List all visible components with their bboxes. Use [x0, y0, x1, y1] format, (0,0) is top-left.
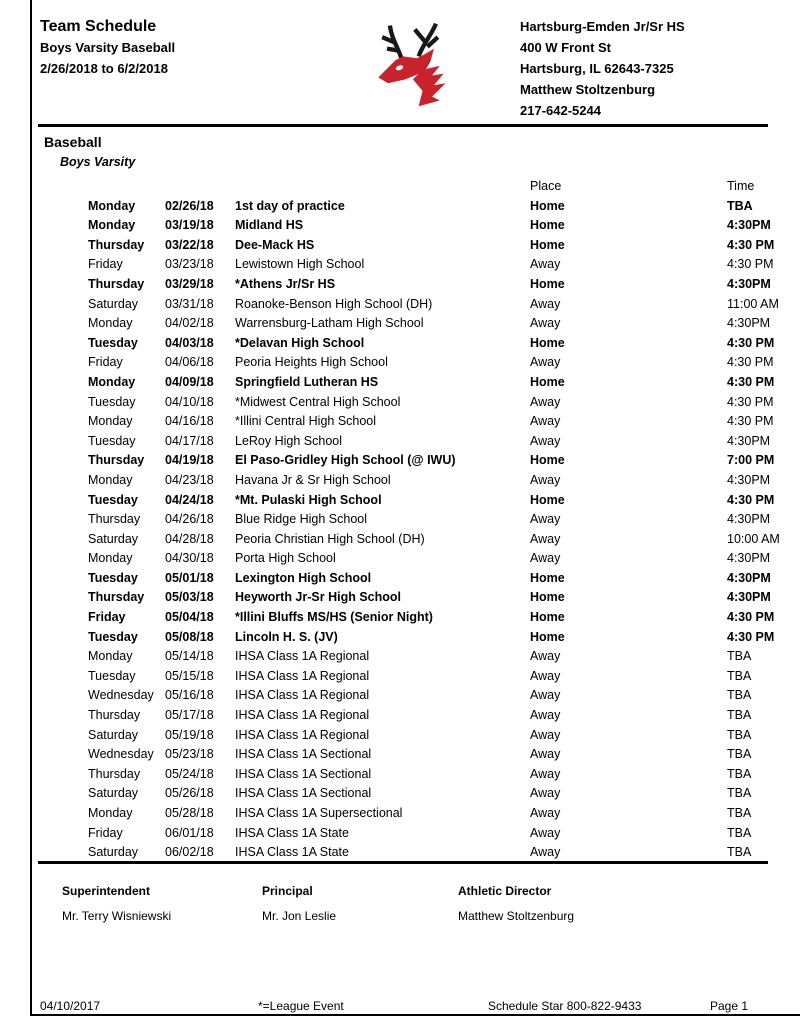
day-cell: Thursday	[88, 237, 145, 252]
day-cell: Friday	[88, 355, 123, 370]
date-cell: 05/03/18	[165, 590, 214, 605]
schedule-row	[88, 510, 772, 530]
schedule-column-header-row	[88, 177, 772, 197]
event-cell: IHSA Class 1A Supersectional	[235, 806, 403, 820]
day-cell: Friday	[88, 610, 126, 625]
schedule-row	[88, 530, 780, 550]
time-cell: TBA	[727, 198, 753, 213]
page-number: Page 1	[710, 999, 749, 1013]
schedule-row	[88, 569, 772, 589]
day-cell: Tuesday	[88, 433, 136, 448]
place-cell: Home	[530, 570, 565, 585]
event-cell: IHSA Class 1A Sectional	[235, 766, 372, 781]
day-cell: Friday	[88, 257, 123, 272]
schedule-row	[88, 236, 775, 256]
officials-section	[0, 884, 800, 944]
time-cell: 4:30PM	[727, 551, 771, 566]
day-cell: Thursday	[88, 512, 141, 527]
schedule-row	[88, 667, 772, 687]
date-cell: 04/03/18	[165, 335, 214, 350]
day-cell: Monday	[88, 218, 136, 233]
date-cell: 04/17/18	[165, 433, 214, 448]
place-cell: Away	[530, 747, 561, 762]
place-cell: Away	[530, 257, 561, 272]
time-cell: 4:30 PM	[727, 257, 774, 272]
place-cell: Away	[530, 296, 561, 311]
event-cell: *Mt. Pulaski High School	[235, 492, 382, 507]
school-phone: 217-642-5244	[520, 103, 601, 118]
schedule-row	[88, 255, 772, 275]
place-cell: Away	[530, 727, 561, 742]
event-cell: IHSA Class 1A Regional	[235, 708, 370, 723]
time-cell: TBA	[727, 845, 752, 860]
schedule-row	[88, 491, 775, 511]
schedule-row	[88, 726, 772, 746]
schedule-row	[88, 628, 775, 648]
time-cell: TBA	[727, 786, 752, 801]
time-cell: 4:30 PM	[727, 355, 774, 370]
day-cell: Tuesday	[88, 629, 138, 644]
day-cell: Saturday	[88, 727, 139, 742]
document-header	[40, 16, 768, 121]
schedule-table	[88, 177, 780, 863]
place-cell: Away	[530, 472, 561, 487]
schedule-row	[88, 608, 775, 628]
schedule-row	[88, 804, 772, 824]
event-cell: IHSA Class 1A Sectional	[235, 747, 372, 762]
place-cell: Away	[530, 708, 561, 723]
date-cell: 03/29/18	[165, 276, 214, 291]
event-cell: Lewistown High School	[235, 257, 365, 272]
day-cell: Tuesday	[88, 668, 136, 683]
schedule-row	[88, 647, 772, 667]
place-cell: Home	[530, 453, 565, 468]
time-cell: TBA	[727, 825, 752, 840]
league-event-legend: *=League Event	[258, 999, 344, 1013]
day-cell: Friday	[88, 825, 123, 840]
event-cell: LeRoy High School	[235, 433, 343, 448]
event-cell: *Delavan High School	[235, 335, 365, 350]
time-cell: 4:30 PM	[727, 237, 775, 252]
day-cell: Thursday	[88, 590, 145, 605]
date-cell: 04/16/18	[165, 414, 214, 429]
vendor-info: Schedule Star 800-822-9433	[488, 999, 642, 1013]
event-cell: Havana Jr & Sr High School	[235, 472, 391, 487]
place-cell: Away	[530, 355, 561, 370]
day-cell: Tuesday	[88, 335, 138, 350]
schedule-date-range: 2/26/2018 to 6/2/2018	[40, 61, 168, 76]
date-cell: 04/19/18	[165, 453, 214, 468]
date-cell: 02/26/18	[165, 198, 214, 213]
place-cell: Home	[530, 629, 565, 644]
official-name: Mr. Terry Wisniewski	[62, 909, 172, 923]
place-cell: Away	[530, 394, 561, 409]
schedule-row	[88, 314, 772, 334]
school-contact-name: Matthew Stoltzenburg	[520, 82, 656, 97]
event-cell: IHSA Class 1A Regional	[235, 668, 370, 683]
date-cell: 04/09/18	[165, 374, 214, 389]
official-name: Matthew Stoltzenburg	[458, 909, 575, 923]
sport-heading: Baseball	[44, 134, 102, 150]
schedule-row	[88, 745, 772, 765]
date-cell: 04/30/18	[165, 551, 214, 566]
left-page-rule	[30, 0, 32, 1016]
day-cell: Tuesday	[88, 492, 138, 507]
time-cell: 4:30 PM	[727, 610, 775, 625]
time-cell: TBA	[727, 708, 752, 723]
official-block	[262, 884, 336, 923]
place-cell: Home	[530, 276, 565, 291]
place-cell: Away	[530, 551, 561, 566]
day-cell: Saturday	[88, 531, 139, 546]
day-cell: Thursday	[88, 453, 145, 468]
event-cell: *Illini Central High School	[235, 414, 377, 429]
date-cell: 05/04/18	[165, 610, 214, 625]
date-cell: 05/08/18	[165, 629, 214, 644]
school-address-line2: Hartsburg, IL 62643-7325	[520, 61, 674, 76]
place-cell: Away	[530, 433, 561, 448]
event-cell: Roanoke-Benson High School (DH)	[235, 296, 433, 311]
event-cell: Lexington High School	[235, 570, 372, 585]
school-info-block	[520, 16, 768, 121]
place-cell: Away	[530, 688, 561, 703]
day-cell: Saturday	[88, 845, 139, 860]
date-cell: 05/24/18	[165, 766, 214, 781]
schedule-row	[88, 373, 775, 393]
schedule-row	[88, 843, 772, 863]
day-cell: Wednesday	[88, 747, 154, 762]
date-cell: 06/02/18	[165, 845, 214, 860]
event-cell: *Midwest Central High School	[235, 394, 401, 409]
date-cell: 05/14/18	[165, 649, 214, 664]
time-column-header: Time	[727, 179, 755, 193]
time-cell: TBA	[727, 649, 752, 664]
place-cell: Away	[530, 512, 561, 527]
day-cell: Monday	[88, 316, 133, 331]
event-cell: Peoria Christian High School (DH)	[235, 531, 425, 546]
time-cell: 4:30PM	[727, 512, 771, 527]
schedule-row	[88, 784, 772, 804]
date-cell: 05/28/18	[165, 806, 214, 820]
schedule-row	[88, 549, 772, 569]
day-cell: Thursday	[88, 276, 145, 291]
time-cell: 4:30 PM	[727, 492, 775, 507]
place-cell: Away	[530, 766, 561, 781]
event-cell: Dee-Mack HS	[235, 237, 315, 252]
schedule-body	[88, 197, 780, 863]
date-cell: 05/19/18	[165, 727, 214, 742]
day-cell: Monday	[88, 806, 133, 820]
event-cell: El Paso-Gridley High School (@ IWU)	[235, 453, 456, 468]
schedule-row	[88, 353, 772, 373]
date-cell: 04/26/18	[165, 512, 214, 527]
day-cell: Saturday	[88, 296, 139, 311]
date-cell: 04/06/18	[165, 355, 214, 370]
event-cell: IHSA Class 1A State	[235, 825, 349, 840]
schedule-row	[88, 706, 772, 726]
place-cell: Home	[530, 374, 565, 389]
date-cell: 03/19/18	[165, 218, 214, 233]
place-cell: Home	[530, 335, 565, 350]
date-cell: 04/10/18	[165, 394, 214, 409]
place-cell: Away	[530, 806, 561, 820]
print-date: 04/10/2017	[40, 999, 101, 1013]
place-cell: Away	[530, 786, 561, 801]
event-cell: Midland HS	[235, 218, 304, 233]
schedule-row	[88, 588, 772, 608]
time-cell: TBA	[727, 668, 752, 683]
time-cell: 4:30PM	[727, 590, 771, 605]
date-cell: 06/01/18	[165, 825, 214, 840]
day-cell: Monday	[88, 551, 133, 566]
school-name: Hartsburg-Emden Jr/Sr HS	[520, 19, 685, 34]
official-title: Superintendent	[62, 884, 151, 898]
event-cell: IHSA Class 1A Sectional	[235, 786, 372, 801]
official-title: Principal	[262, 884, 313, 898]
time-cell: 4:30PM	[727, 570, 771, 585]
event-cell: IHSA Class 1A State	[235, 845, 349, 860]
school-logo	[302, 16, 520, 121]
time-cell: 4:30 PM	[727, 335, 775, 350]
event-cell: *Illini Bluffs MS/HS (Senior Night)	[235, 610, 433, 625]
place-cell: Away	[530, 845, 561, 860]
event-cell: IHSA Class 1A Regional	[235, 649, 370, 664]
official-title: Athletic Director	[458, 884, 552, 898]
event-cell: Peoria Heights High School	[235, 355, 388, 370]
day-cell: Tuesday	[88, 570, 138, 585]
day-cell: Monday	[88, 414, 133, 429]
page-title: Team Schedule	[40, 18, 157, 35]
event-cell: *Athens Jr/Sr HS	[235, 276, 336, 291]
date-cell: 05/17/18	[165, 708, 214, 723]
day-cell: Thursday	[88, 766, 141, 781]
place-cell: Home	[530, 237, 565, 252]
place-cell: Away	[530, 414, 561, 429]
time-cell: TBA	[727, 747, 752, 762]
date-cell: 04/23/18	[165, 472, 214, 487]
time-cell: 4:30PM	[727, 218, 771, 233]
schedule-row	[88, 275, 772, 295]
day-cell: Thursday	[88, 708, 141, 723]
header-divider	[38, 124, 768, 127]
event-cell: Warrensburg-Latham High School	[235, 316, 424, 331]
date-cell: 05/23/18	[165, 747, 214, 762]
school-address-line1: 400 W Front St	[520, 40, 612, 55]
schedule-row	[88, 295, 779, 315]
event-cell: Lincoln H. S. (JV)	[235, 629, 338, 644]
schedule-row	[88, 451, 775, 471]
day-cell: Monday	[88, 374, 136, 389]
date-cell: 03/31/18	[165, 296, 214, 311]
date-cell: 05/16/18	[165, 688, 214, 703]
date-cell: 04/02/18	[165, 316, 214, 331]
schedule-row	[88, 393, 772, 413]
time-cell: 10:00 AM	[727, 531, 780, 546]
day-cell: Monday	[88, 472, 133, 487]
time-cell: 11:00 AM	[727, 296, 779, 311]
place-cell: Home	[530, 590, 565, 605]
time-cell: 4:30PM	[727, 316, 771, 331]
day-cell: Wednesday	[88, 688, 154, 703]
time-cell: TBA	[727, 727, 752, 742]
team-name: Boys Varsity Baseball	[40, 40, 176, 55]
event-cell: Porta High School	[235, 551, 336, 566]
stag-mascot-icon	[363, 16, 459, 112]
day-cell: Tuesday	[88, 394, 136, 409]
schedule-row	[88, 471, 772, 491]
place-cell: Home	[530, 610, 565, 625]
date-cell: 03/22/18	[165, 237, 214, 252]
event-cell: Blue Ridge High School	[235, 512, 368, 527]
schedule-row	[88, 216, 772, 236]
page-footer	[0, 999, 800, 1015]
time-cell: 4:30PM	[727, 276, 771, 291]
place-cell: Home	[530, 198, 565, 213]
team-level-heading: Boys Varsity	[60, 155, 136, 169]
time-cell: TBA	[727, 766, 752, 781]
event-cell: Heyworth Jr-Sr High School	[235, 590, 401, 605]
place-cell: Away	[530, 649, 561, 664]
time-cell: 4:30 PM	[727, 629, 775, 644]
time-cell: 4:30PM	[727, 472, 771, 487]
place-cell: Away	[530, 531, 561, 546]
official-name: Mr. Jon Leslie	[262, 909, 337, 923]
time-cell: TBA	[727, 806, 752, 820]
date-cell: 04/28/18	[165, 531, 214, 546]
time-cell: 4:30PM	[727, 433, 771, 448]
official-block	[62, 884, 171, 923]
schedule-row	[88, 824, 772, 844]
day-cell: Monday	[88, 649, 133, 664]
place-cell: Away	[530, 316, 561, 331]
event-cell: IHSA Class 1A Regional	[235, 688, 370, 703]
place-cell: Home	[530, 492, 565, 507]
time-cell: 4:30 PM	[727, 394, 774, 409]
header-left-block	[40, 16, 302, 121]
schedule-row	[88, 765, 772, 785]
schedule-row	[88, 334, 775, 354]
day-cell: Monday	[88, 198, 136, 213]
time-cell: 4:30 PM	[727, 414, 774, 429]
schedule-divider	[38, 861, 768, 864]
event-cell: IHSA Class 1A Regional	[235, 727, 370, 742]
time-cell: 7:00 PM	[727, 453, 775, 468]
time-cell: TBA	[727, 688, 752, 703]
event-cell: 1st day of practice	[235, 198, 345, 213]
event-cell: Springfield Lutheran HS	[235, 374, 379, 389]
date-cell: 05/26/18	[165, 786, 214, 801]
schedule-row	[88, 197, 772, 217]
date-cell: 05/01/18	[165, 570, 214, 585]
schedule-row	[88, 686, 772, 706]
place-column-header: Place	[530, 179, 562, 193]
day-cell: Saturday	[88, 786, 139, 801]
official-block	[458, 884, 574, 923]
place-cell: Away	[530, 825, 561, 840]
date-cell: 05/15/18	[165, 668, 214, 683]
date-cell: 04/24/18	[165, 492, 214, 507]
place-cell: Away	[530, 668, 561, 683]
place-cell: Home	[530, 218, 565, 233]
schedule-row	[88, 412, 772, 432]
time-cell: 4:30 PM	[727, 374, 775, 389]
date-cell: 03/23/18	[165, 257, 214, 272]
schedule-row	[88, 432, 772, 452]
